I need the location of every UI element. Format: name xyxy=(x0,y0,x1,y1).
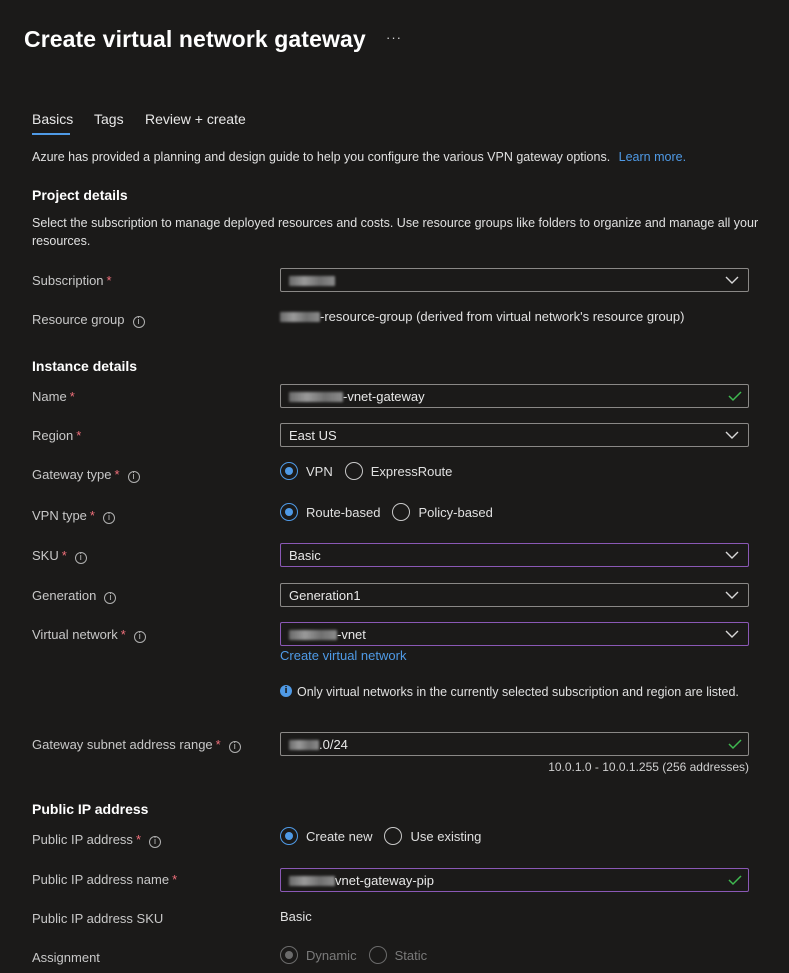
active-tab-indicator xyxy=(32,133,70,135)
public-ip-heading: Public IP address xyxy=(32,801,149,817)
name-label: Name * xyxy=(32,389,75,404)
gateway-type-vpn-label[interactable]: VPN xyxy=(306,463,333,479)
public-ip-sku-label: Public IP address SKU xyxy=(32,911,164,926)
info-filled-icon: i xyxy=(280,685,292,697)
sku-label: SKU * i xyxy=(32,548,87,564)
tab-basics[interactable]: Basics xyxy=(32,111,74,127)
vpn-type-route-based-radio[interactable] xyxy=(280,503,298,521)
info-icon[interactable]: i xyxy=(149,836,161,848)
assignment-static-label[interactable]: Static xyxy=(394,947,428,963)
checkmark-icon xyxy=(728,738,742,750)
info-icon[interactable]: i xyxy=(133,316,145,328)
gateway-type-radio-group xyxy=(280,462,464,480)
assignment-dynamic-label[interactable]: Dynamic xyxy=(306,947,357,963)
sku-select[interactable] xyxy=(280,543,749,567)
generation-value: Generation1 xyxy=(289,588,361,603)
learn-more-link[interactable]: Learn more. xyxy=(618,150,687,164)
gateway-subnet-input[interactable] xyxy=(280,732,749,756)
vpn-type-policy-based-radio[interactable] xyxy=(392,503,410,521)
public-ip-name-value: vnet-gateway-pip xyxy=(289,873,434,888)
public-ip-label: Public IP address * i xyxy=(32,832,161,848)
virtual-network-note-text: Only virtual networks in the currently selected subscription and region are listed. xyxy=(297,685,739,699)
name-input[interactable] xyxy=(280,384,749,408)
public-ip-sku-value: Basic xyxy=(280,909,312,924)
tab-tags[interactable]: Tags xyxy=(94,111,124,127)
assignment-static-radio[interactable] xyxy=(369,946,387,964)
virtual-network-note xyxy=(280,684,750,701)
vpn-type-label: VPN type * i xyxy=(32,508,115,524)
checkmark-icon xyxy=(728,874,742,886)
resource-group-label: Resource group i xyxy=(32,312,145,328)
info-icon[interactable]: i xyxy=(104,592,116,604)
gateway-subnet-label: Gateway subnet address range * i xyxy=(32,737,241,753)
public-ip-create-new-label[interactable]: Create new xyxy=(306,828,373,844)
instance-details-heading: Instance details xyxy=(32,358,138,374)
resource-group-value: -resource-group (derived from virtual network's resource group) xyxy=(280,309,684,324)
intro-text xyxy=(32,150,686,164)
generation-select[interactable] xyxy=(280,583,749,607)
page-title: Create virtual network gateway xyxy=(24,26,366,52)
project-details-heading: Project details xyxy=(32,187,128,203)
chevron-down-icon xyxy=(725,589,739,601)
subscription-label: Subscription * xyxy=(32,273,112,288)
info-icon[interactable]: i xyxy=(128,471,140,483)
sku-value: Basic xyxy=(289,548,321,563)
region-label: Region * xyxy=(32,428,82,443)
generation-label: Generation i xyxy=(32,588,116,604)
vpn-type-policy-based-label[interactable]: Policy-based xyxy=(418,504,493,520)
chevron-down-icon xyxy=(725,429,739,441)
project-details-description: Select the subscription to manage deployed resources and costs. Use resource groups like folders to organize and manage all your resources. xyxy=(32,216,759,248)
gateway-type-label: Gateway type * i xyxy=(32,467,140,483)
gateway-type-expressroute-radio[interactable] xyxy=(345,462,363,480)
public-ip-name-input[interactable] xyxy=(280,868,749,892)
virtual-network-label: Virtual network * i xyxy=(32,627,146,643)
public-ip-radio-group xyxy=(280,827,493,845)
assignment-dynamic-radio[interactable] xyxy=(280,946,298,964)
info-icon[interactable]: i xyxy=(229,741,241,753)
vpn-type-radio-group xyxy=(280,503,505,521)
create-virtual-network-link[interactable]: Create virtual network xyxy=(280,648,407,663)
info-icon[interactable]: i xyxy=(75,552,87,564)
vpn-type-route-based-label[interactable]: Route-based xyxy=(306,504,381,520)
assignment-label: Assignment xyxy=(32,950,100,965)
public-ip-use-existing-radio[interactable] xyxy=(384,827,402,845)
tab-review-create[interactable]: Review + create xyxy=(145,111,246,127)
virtual-network-select[interactable] xyxy=(280,622,749,646)
intro-description: Azure has provided a planning and design guide to help you configure the various VPN gateway options. xyxy=(32,150,611,164)
chevron-down-icon xyxy=(725,549,739,561)
assignment-radio-group xyxy=(280,946,439,964)
more-options-button[interactable]: ··· xyxy=(386,30,402,45)
subscription-value xyxy=(289,273,335,288)
public-ip-create-new-radio[interactable] xyxy=(280,827,298,845)
gateway-subnet-value: .0/24 xyxy=(289,737,348,752)
region-value: East US xyxy=(289,428,337,443)
name-value: -vnet-gateway xyxy=(289,389,425,404)
public-ip-name-label: Public IP address name * xyxy=(32,872,178,887)
info-icon[interactable]: i xyxy=(103,512,115,524)
checkmark-icon xyxy=(728,390,742,402)
public-ip-use-existing-label[interactable]: Use existing xyxy=(410,828,482,844)
region-select[interactable] xyxy=(280,423,749,447)
virtual-network-value: -vnet xyxy=(289,627,366,642)
subscription-select[interactable] xyxy=(280,268,749,292)
chevron-down-icon xyxy=(725,628,739,640)
chevron-down-icon xyxy=(725,274,739,286)
gateway-subnet-hint: 10.0.1.0 - 10.0.1.255 (256 addresses) xyxy=(548,760,749,774)
gateway-type-vpn-radio[interactable] xyxy=(280,462,298,480)
info-icon[interactable]: i xyxy=(134,631,146,643)
gateway-type-expressroute-label[interactable]: ExpressRoute xyxy=(370,463,453,479)
